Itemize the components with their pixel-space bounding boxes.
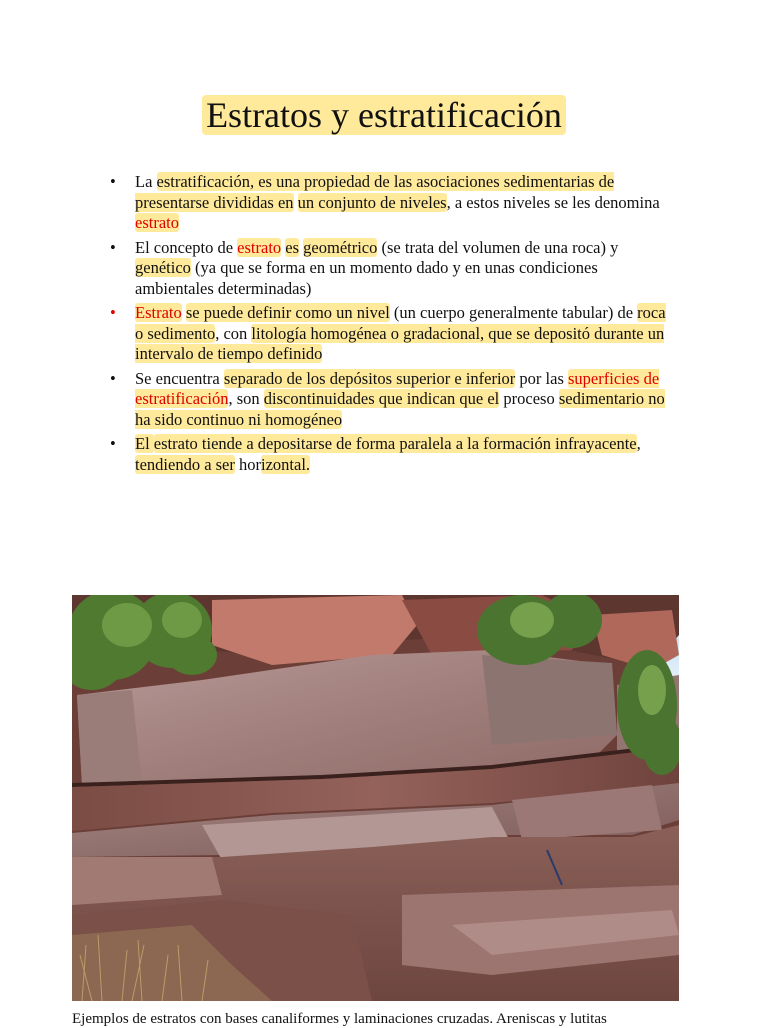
keyword-text: superficies de estratificación — [135, 368, 660, 408]
bullet-item — [110, 303, 670, 365]
bullet-text: , a estos niveles se les denomina — [446, 192, 660, 212]
bullet-text: separado de los depósitos superior e inferior — [223, 368, 516, 388]
rock-strata-photo — [72, 595, 679, 1001]
bullet-text: izontal. — [261, 454, 311, 474]
keyword-text: Estrato — [135, 303, 182, 322]
bullet-text: El — [135, 434, 154, 453]
bullet-text: discontinuidades que indican que el — [263, 389, 500, 408]
bullet-dot-icon: • — [110, 303, 116, 322]
bullet-text: geométrico — [303, 237, 378, 257]
page-title-text: Estratos y estratificación — [202, 95, 566, 135]
bullet-text: (se trata del volumen de una roca) y — [377, 237, 619, 257]
keyword-text: estrato — [135, 213, 179, 232]
bullet-text: , son — [228, 389, 264, 408]
bullet-text: hor — [234, 454, 262, 474]
photo-caption: Ejemplos de estratos con bases canaliformes y laminaciones cruzadas. Areniscas y lutitas — [72, 1011, 607, 1027]
bullet-text: estrato tiende a depositarse de forma paralela a la formación infrayacente — [153, 434, 637, 453]
bullet-text: (ya que se forma en un momento dado y en unas condiciones ambientales determinadas) — [135, 258, 598, 298]
bullet-dot-icon: • — [110, 368, 116, 388]
bullet-item — [110, 238, 670, 300]
bullet-text: roca o sedimento — [135, 303, 666, 343]
bullet-item — [110, 434, 670, 475]
bullet-text: , — [636, 434, 641, 453]
bullet-text: se puede definir como un nivel — [185, 303, 390, 322]
bullet-dot-icon: • — [110, 172, 116, 191]
bullet-text: proceso — [499, 389, 559, 408]
bullet-text: El concepto de — [135, 237, 238, 257]
bullet-text: litología homogénea o gradacional, que se depositó durante un intervalo de tiempo definido — [135, 323, 665, 363]
bullet-dot-icon: • — [110, 237, 116, 257]
bullet-text: por las — [515, 368, 568, 388]
bullet-item — [110, 369, 670, 431]
bullet-text: genético — [135, 258, 191, 277]
bullet-list — [110, 172, 670, 479]
bullet-item — [110, 172, 670, 234]
bullet-text: Se encuentra — [135, 368, 224, 388]
bullet-text: , con — [215, 323, 252, 343]
bullet-text: tendiendo a ser — [135, 454, 235, 474]
bullet-text: La — [135, 172, 157, 191]
bullet-text: es — [285, 237, 300, 257]
page-title — [0, 92, 768, 138]
bullet-text: (un cuerpo generalmente tabular) de — [389, 303, 638, 322]
bullet-text: un conjunto de niveles — [297, 192, 447, 212]
keyword-text: estrato — [237, 237, 282, 257]
bullet-text: estratificación, es una propiedad de las asociaciones sedimentarias de presentarse divididas en — [135, 172, 615, 212]
bullet-text: sedimentario no ha sido continuo ni homogéneo — [135, 389, 665, 429]
bullet-dot-icon: • — [110, 434, 116, 453]
